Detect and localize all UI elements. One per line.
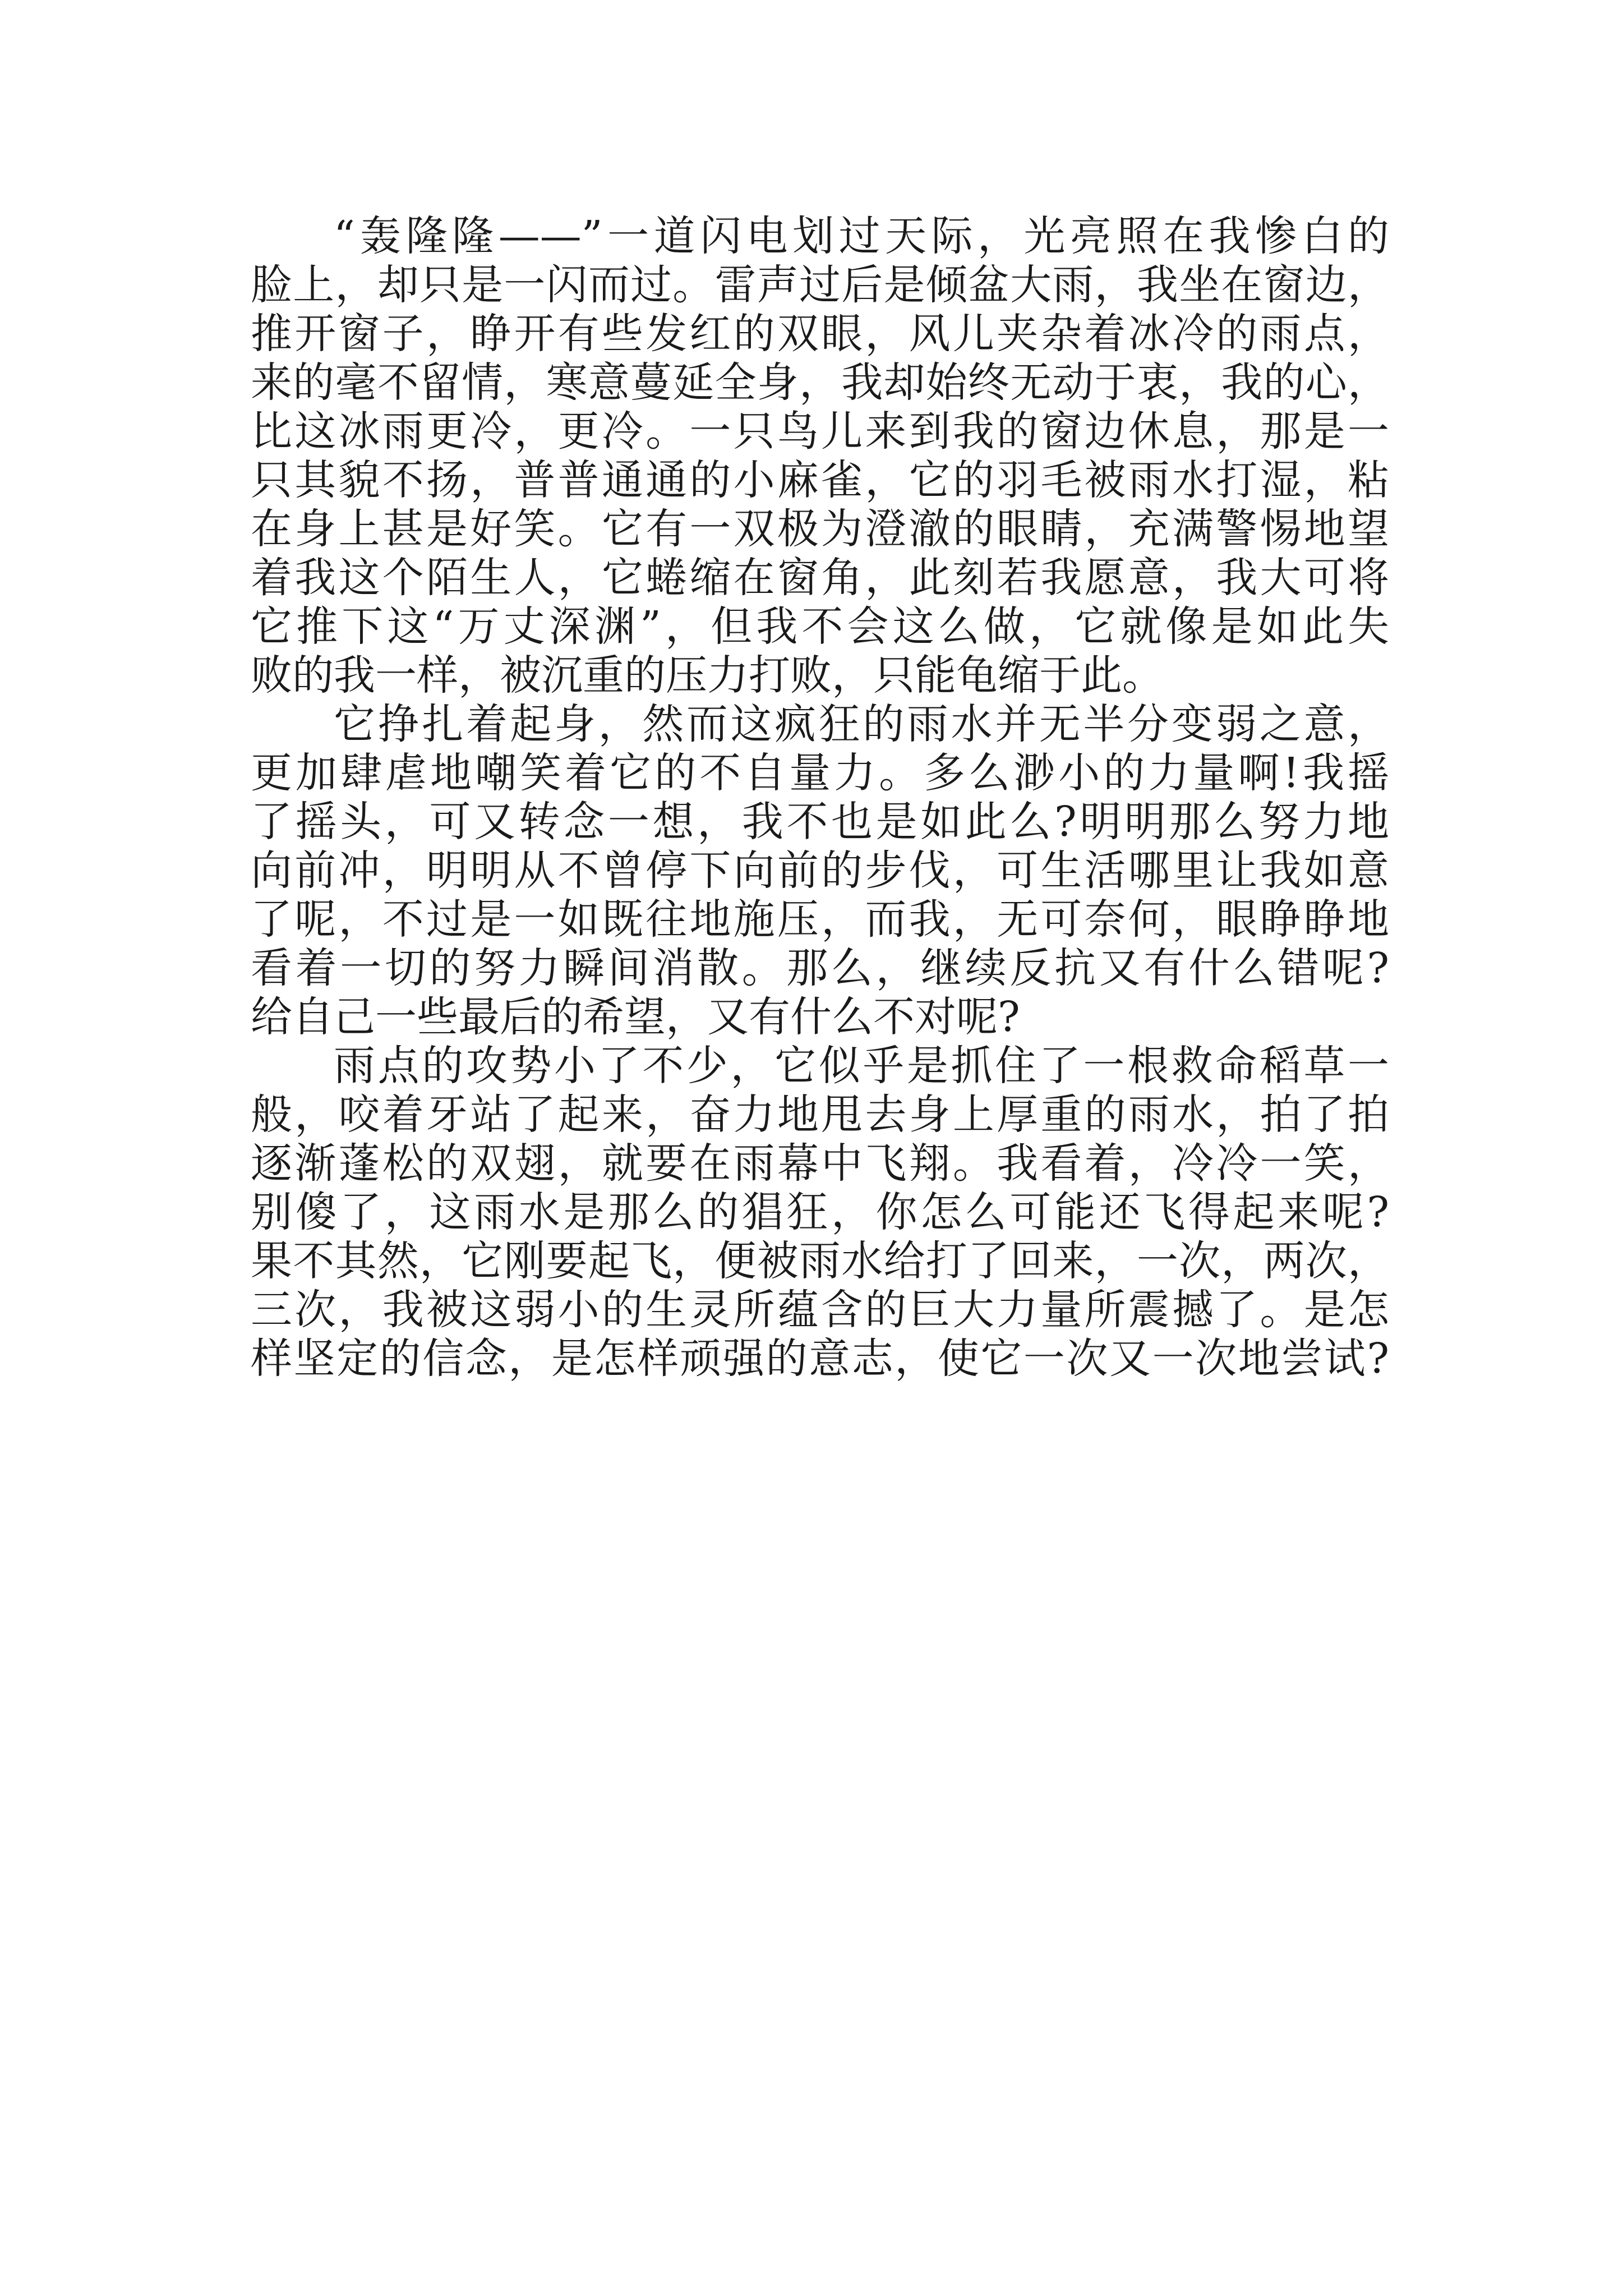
text-line: 看着一切的努力瞬间消散。那么，继续反抗又有什么错呢? [251, 944, 1389, 992]
text-line: 果不其然，它刚要起飞，便被雨水给打了回来，一次，两次， [251, 1237, 1389, 1285]
text-line: 向前冲，明明从不曾停下向前的步伐，可生活哪里让我如意 [251, 846, 1389, 895]
text-line: 逐渐蓬松的双翅，就要在雨幕中飞翔。我看着，冷冷一笑， [251, 1139, 1389, 1188]
text-line: 雨点的攻势小了不少，它似乎是抓住了一根救命稻草一 [334, 1042, 1389, 1090]
text-line: 只其貌不扬，普普通通的小麻雀，它的羽毛被雨水打湿，粘 [251, 456, 1389, 504]
document-body [251, 212, 1389, 1383]
text-line: 三次，我被这弱小的生灵所蕴含的巨大力量所震撼了。是怎 [251, 1286, 1389, 1334]
text-line: 了呢，不过是一如既往地施压，而我，无可奈何，眼睁睁地 [251, 895, 1389, 944]
text-line: 它挣扎着起身，然而这疯狂的雨水并无半分变弱之意， [334, 700, 1389, 748]
text-line: 更加肆虐地嘲笑着它的不自量力。多么渺小的力量啊!我摇 [251, 749, 1389, 797]
text-line: 给自己一些最后的希望，又有什么不对呢? [251, 993, 1020, 1041]
text-line: 着我这个陌生人，它蜷缩在窗角，此刻若我愿意，我大可将 [251, 554, 1389, 602]
text-line: 般，咬着牙站了起来，奋力地甩去身上厚重的雨水，拍了拍 [251, 1091, 1389, 1139]
text-line: 败的我一样，被沉重的压力打败，只能龟缩于此。 [251, 651, 1164, 700]
text-line: 来的毫不留情，寒意蔓延全身，我却始终无动于衷，我的心， [251, 358, 1389, 407]
paragraph-2 [251, 700, 1389, 1042]
text-line: 脸上，却只是一闪而过。雷声过后是倾盆大雨，我坐在窗边， [251, 261, 1389, 309]
text-line: 了摇头，可又转念一想，我不也是如此么?明明那么努力地 [251, 798, 1389, 846]
paragraph-1 [251, 212, 1389, 700]
text-line: 样坚定的信念，是怎样顽强的意志，使它一次又一次地尝试? [251, 1335, 1389, 1383]
text-line: 别傻了，这雨水是那么的猖狂，你怎么可能还飞得起来呢? [251, 1188, 1389, 1236]
text-line: 推开窗子，睁开有些发红的双眼，风儿夹杂着冰冷的雨点， [251, 310, 1389, 358]
text-line: 比这冰雨更冷，更冷。一只鸟儿来到我的窗边休息，那是一 [251, 407, 1389, 455]
text-line: “轰隆隆——”一道闪电划过天际，光亮照在我惨白的 [334, 212, 1389, 260]
text-line: 在身上甚是好笑。它有一双极为澄澈的眼睛，充满警惕地望 [251, 505, 1389, 553]
text-line: 它推下这“万丈深渊”，但我不会这么做，它就像是如此失 [251, 602, 1389, 651]
paragraph-3 [251, 1042, 1389, 1383]
